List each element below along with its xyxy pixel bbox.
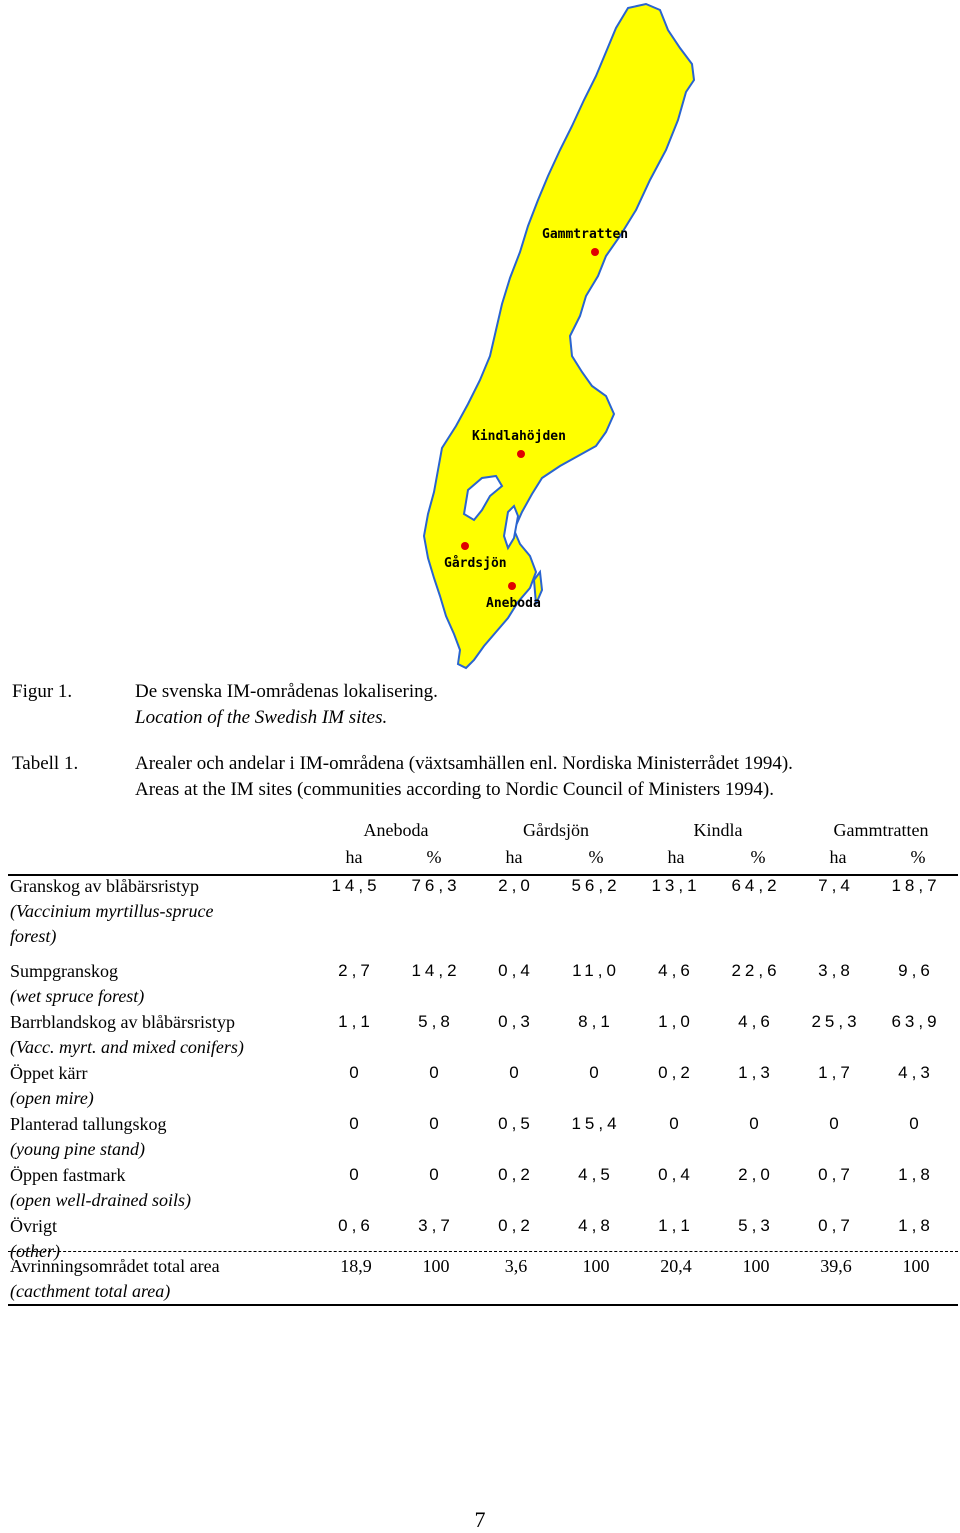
table-cell: 3,6 bbox=[504, 1256, 528, 1276]
unit-header: ha bbox=[505, 847, 523, 867]
unit-header: ha bbox=[667, 847, 685, 867]
table-cell: 1,0 bbox=[658, 1012, 694, 1031]
site-dot-gammtratten bbox=[591, 248, 599, 256]
map-label-aneboda: Aneboda bbox=[486, 596, 541, 611]
table-cell: 1,8 bbox=[898, 1216, 934, 1235]
table-cell: 0 bbox=[429, 1165, 443, 1184]
table-cell: 100 bbox=[902, 1256, 930, 1276]
table-cell: 18,9 bbox=[340, 1256, 372, 1276]
figure-caption-sv: De svenska IM-områdenas lokalisering. bbox=[135, 681, 438, 702]
table-cell: 0 bbox=[349, 1114, 363, 1133]
table-cell: 100 bbox=[582, 1256, 610, 1276]
table-cell: 0,6 bbox=[338, 1216, 374, 1235]
row-label-en: (open mire) bbox=[10, 1088, 94, 1108]
row-label-sv: Avrinningsområdet total area bbox=[10, 1256, 220, 1276]
table-cell: 4,3 bbox=[898, 1063, 934, 1082]
unit-header: % bbox=[426, 847, 442, 867]
table-cell: 0 bbox=[669, 1114, 683, 1133]
site-dot-aneboda bbox=[508, 582, 516, 590]
table-cell: 76,3 bbox=[411, 876, 461, 895]
table-caption-text bbox=[135, 751, 793, 803]
row-label-sv: Barrblandskog av blåbärsristyp bbox=[10, 1012, 235, 1032]
figure-caption-label: Figur 1. bbox=[12, 681, 73, 702]
table-cell: 0 bbox=[429, 1114, 443, 1133]
table-caption-en: Areas at the IM sites (communities according to Nordic Council of Ministers 1994). bbox=[135, 779, 775, 800]
table-cell: 0,7 bbox=[818, 1165, 854, 1184]
table-cell: 22,6 bbox=[731, 961, 781, 980]
table-cell: 0 bbox=[909, 1114, 923, 1133]
table-cell: 0 bbox=[349, 1063, 363, 1082]
row-label-en: (Vacc. myrt. and mixed conifers) bbox=[10, 1037, 244, 1057]
table-cell: 4,6 bbox=[658, 961, 694, 980]
figure-caption-en: Location of the Swedish IM sites. bbox=[135, 707, 388, 728]
table-cell: 0 bbox=[429, 1063, 443, 1082]
table-cell: 25,3 bbox=[811, 1012, 861, 1031]
table-cell: 15,4 bbox=[571, 1114, 621, 1133]
row-label-en: (Vaccinium myrtillus-spruce bbox=[10, 901, 214, 921]
unit-header: ha bbox=[829, 847, 847, 867]
table-cell: 100 bbox=[422, 1256, 450, 1276]
unit-header: % bbox=[750, 847, 766, 867]
site-header-aneboda: Aneboda bbox=[363, 820, 429, 840]
table-cell: 8,1 bbox=[578, 1012, 614, 1031]
table-cell: 0 bbox=[829, 1114, 843, 1133]
table-cell: 13,1 bbox=[651, 876, 701, 895]
row-label-sv: Öppet kärr bbox=[10, 1063, 88, 1083]
sweden-map bbox=[410, 0, 730, 680]
row-label-en: (cacthment total area) bbox=[10, 1281, 171, 1301]
table-cell: 39,6 bbox=[820, 1256, 852, 1276]
table-row-label bbox=[10, 874, 213, 949]
page-number: 7 bbox=[474, 1507, 486, 1532]
bottom-rule bbox=[8, 1304, 958, 1306]
row-label-en: (wet spruce forest) bbox=[10, 986, 145, 1006]
table-cell: 1,3 bbox=[738, 1063, 774, 1082]
table-cell: 0 bbox=[349, 1165, 363, 1184]
table-caption-label: Tabell 1. bbox=[12, 753, 79, 774]
table-cell: 0,3 bbox=[498, 1012, 534, 1031]
table-cell: 5,8 bbox=[418, 1012, 454, 1031]
table-row-label bbox=[10, 1112, 166, 1162]
table-cell: 0,4 bbox=[498, 961, 534, 980]
table-row-label bbox=[10, 1254, 220, 1304]
table-row-label bbox=[10, 1061, 94, 1111]
table-cell: 1,7 bbox=[818, 1063, 854, 1082]
table-cell: 0 bbox=[749, 1114, 763, 1133]
table-cell: 9,6 bbox=[898, 961, 934, 980]
table-cell: 0,2 bbox=[498, 1165, 534, 1184]
row-label-sv: Planterad tallungskog bbox=[10, 1114, 167, 1134]
table-cell: 0,2 bbox=[658, 1063, 694, 1082]
table-cell: 63,9 bbox=[891, 1012, 941, 1031]
table-cell: 18,7 bbox=[891, 876, 941, 895]
table-cell: 1,1 bbox=[658, 1216, 694, 1235]
table-cell: 11,0 bbox=[572, 961, 620, 980]
table-cell: 1,8 bbox=[898, 1165, 934, 1184]
table-cell: 14,5 bbox=[331, 876, 381, 895]
table-cell: 4,6 bbox=[738, 1012, 774, 1031]
site-header-kindla: Kindla bbox=[693, 820, 743, 840]
table-cell: 0,5 bbox=[498, 1114, 534, 1133]
unit-header: % bbox=[910, 847, 926, 867]
table-cell: 7,4 bbox=[818, 876, 854, 895]
table-row-label bbox=[10, 1010, 244, 1060]
site-header-gammtratten: Gammtratten bbox=[833, 820, 929, 840]
table-cell: 100 bbox=[742, 1256, 770, 1276]
map-label-gardsjon: Gårdsjön bbox=[444, 556, 507, 571]
row-label-sv: Övrigt bbox=[10, 1216, 57, 1236]
table-row-label bbox=[10, 959, 144, 1009]
site-header-gardsjon: Gårdsjön bbox=[523, 820, 589, 840]
map-label-gammtratten: Gammtratten bbox=[542, 227, 629, 242]
table-cell: 1,1 bbox=[338, 1012, 374, 1031]
table-cell: 2,0 bbox=[498, 876, 534, 895]
table-cell: 4,5 bbox=[578, 1165, 614, 1184]
table-cell: 2,0 bbox=[738, 1165, 774, 1184]
table-cell: 0,7 bbox=[818, 1216, 854, 1235]
row-label-en: forest) bbox=[10, 926, 57, 946]
unit-header: ha bbox=[345, 847, 363, 867]
row-label-sv: Öppen fastmark bbox=[10, 1165, 126, 1185]
table-cell: 4,8 bbox=[578, 1216, 614, 1235]
unit-header: % bbox=[588, 847, 604, 867]
site-dot-gardsjon bbox=[461, 542, 469, 550]
table-cell: 3,7 bbox=[418, 1216, 454, 1235]
table-cell: 2,7 bbox=[338, 961, 374, 980]
row-label-sv: Sumpgranskog bbox=[10, 961, 118, 981]
table-row-label bbox=[10, 1163, 191, 1213]
site-dot-kindlahojden bbox=[517, 450, 525, 458]
row-label-en: (open well-drained soils) bbox=[10, 1190, 191, 1210]
table-cell: 0,2 bbox=[498, 1216, 534, 1235]
total-rule bbox=[8, 1251, 958, 1252]
table-cell: 5,3 bbox=[738, 1216, 774, 1235]
table-cell: 0,4 bbox=[658, 1165, 694, 1184]
figure-caption-text bbox=[135, 679, 438, 731]
table-cell: 0 bbox=[509, 1063, 523, 1082]
row-label-sv: Granskog av blåbärsristyp bbox=[10, 876, 199, 896]
table-caption-sv: Arealer och andelar i IM-områdena (växtsamhällen enl. Nordiska Ministerrådet 1994). bbox=[135, 753, 793, 774]
table-cell: 64,2 bbox=[731, 876, 781, 895]
table-cell: 14,2 bbox=[411, 961, 461, 980]
table-cell: 20,4 bbox=[660, 1256, 692, 1276]
row-label-en: (young pine stand) bbox=[10, 1139, 145, 1159]
table-cell: 0 bbox=[589, 1063, 603, 1082]
row-label-en: (other) bbox=[10, 1241, 60, 1261]
map-label-kindlahojden: Kindlahöjden bbox=[472, 429, 566, 444]
table-cell: 56,2 bbox=[571, 876, 621, 895]
table-cell: 3,8 bbox=[818, 961, 854, 980]
